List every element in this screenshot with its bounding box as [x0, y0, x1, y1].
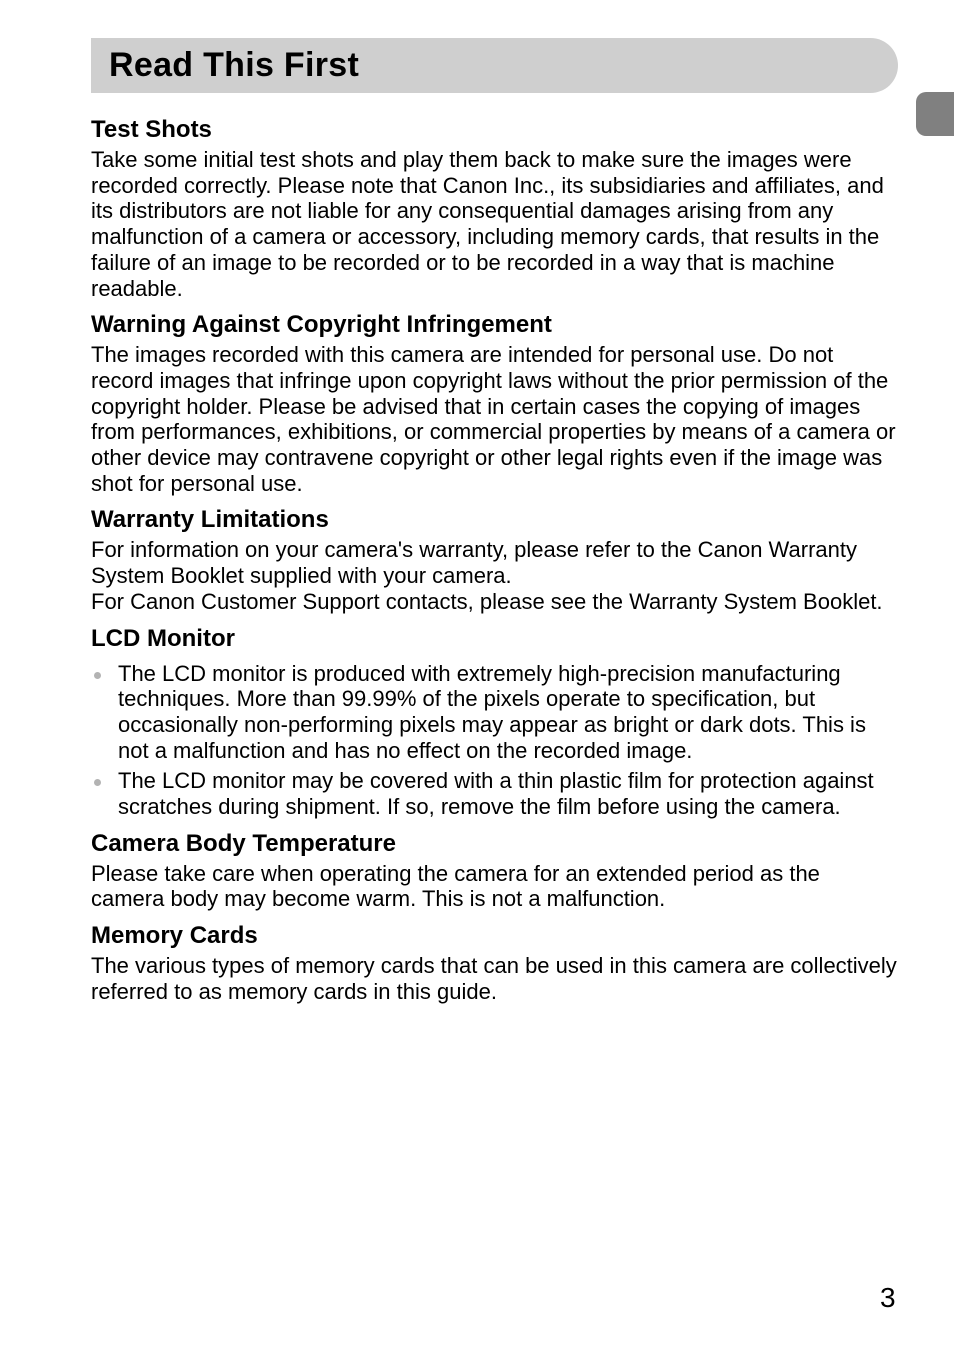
section-temperature	[91, 828, 899, 912]
section-test-shots	[91, 114, 899, 301]
section-body: The various types of memory cards that can be used in this camera are collectively referred to as memory cards in this guide.	[91, 953, 897, 1004]
bullet-icon	[94, 672, 101, 679]
section-body: Please take care when operating the camera for an extended period as the camera body may become warm. This is not a malfunction.	[91, 860, 820, 912]
section-copyright	[91, 309, 899, 496]
section-heading: Warning Against Copyright Infringement	[91, 311, 552, 339]
section-heading: Camera Body Temperature	[91, 829, 396, 857]
section-lcd-monitor	[91, 623, 899, 820]
page-number: 3	[880, 1282, 896, 1313]
list-item	[91, 768, 899, 819]
section-heading: Memory Cards	[91, 922, 258, 950]
list-item-text: The LCD monitor may be covered with a thin plastic film for protection against scratches during shipment. If so, remove the film before using the camera.	[118, 768, 874, 820]
title-bar	[91, 38, 898, 93]
bullet-list	[91, 661, 899, 820]
page-title: Read This First	[109, 46, 360, 84]
page-content	[91, 114, 899, 1013]
section-heading: Warranty Limitations	[91, 506, 329, 534]
section-heading: LCD Monitor	[91, 624, 235, 652]
bullet-icon	[94, 779, 101, 786]
chapter-tab	[916, 92, 954, 136]
section-body: The images recorded with this camera are intended for personal use. Do not record images that infringe upon copyright laws without the prior permission of the copyright holder. Please be advised that in certain cases the copying of images from performances, exhibitions, or commercial properties by means of a camera or other device may contravene copyright or other legal rights even if the image was shot for personal use.	[91, 342, 896, 496]
section-body: For Canon Customer Support contacts, please see the Warranty System Booklet.	[91, 588, 883, 614]
section-warranty	[91, 504, 899, 614]
section-body: Take some initial test shots and play them back to make sure the images were recorded correctly. Please note that Canon Inc., its subsidiaries and affiliates, and its distributors are not liable for any consequential damages arising from any malfunction of a camera or accessory, including memory cards, that results in the failure of an image to be recorded or to be recorded in a way that is machine readable.	[91, 147, 884, 301]
list-item-text: The LCD monitor is produced with extremely high-precision manufacturing techniques. More than 99.99% of the pixels operate to specification, but occasionally non-performing pixels may appear as bright or dark dots. This is not a malfunction and has no effect on the recorded image.	[118, 660, 866, 763]
list-item	[91, 661, 899, 764]
section-memory-cards	[91, 920, 899, 1004]
section-heading: Test Shots	[91, 116, 212, 143]
section-body: For information on your camera's warranty, please refer to the Canon Warranty System Booklet supplied with your camera.	[91, 537, 857, 589]
